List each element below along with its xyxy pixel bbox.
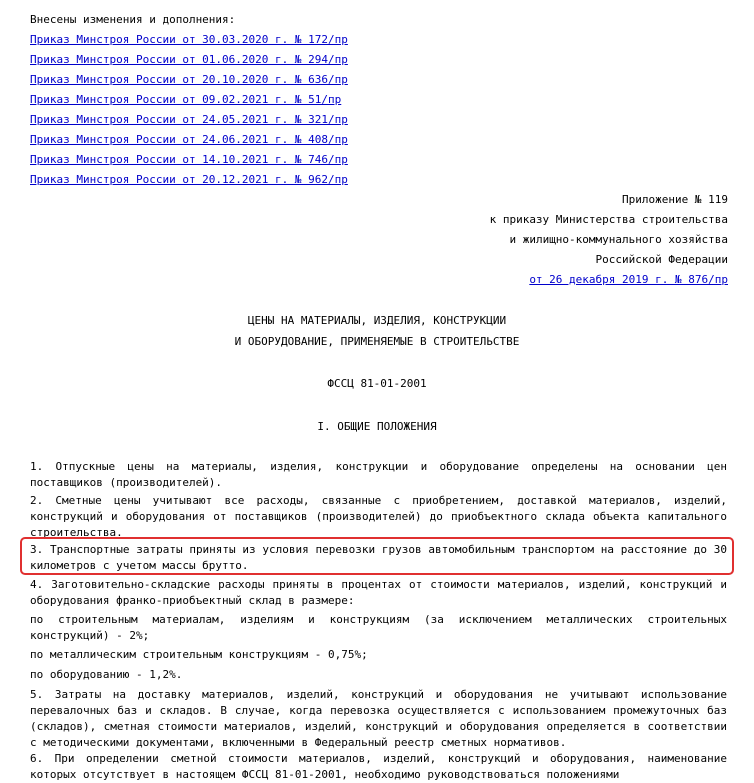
amendment-link[interactable]: Приказ Минстроя России от 20.12.2021 г. № 962/пр bbox=[30, 173, 348, 186]
appendix-block bbox=[490, 192, 728, 292]
amendment-link[interactable]: Приказ Минстроя России от 01.06.2020 г. № 294/пр bbox=[30, 53, 348, 66]
document-title-line-2: И ОБОРУДОВАНИЕ, ПРИМЕНЯЕМЫЕ В СТРОИТЕЛЬСТВЕ bbox=[234, 335, 520, 348]
changes-list bbox=[30, 32, 348, 192]
list-item bbox=[30, 132, 348, 152]
paragraph-1: 1. Отпускные цены на материалы, изделия, конструкции и оборудование определены на основании цен поставщиков (производителей). bbox=[30, 460, 727, 489]
amendment-link[interactable]: Приказ Минстроя России от 30.03.2020 г. № 172/пр bbox=[30, 33, 348, 46]
document-code: ФССЦ 81-01-2001 bbox=[327, 377, 427, 390]
changes-title: Внесены изменения и дополнения: bbox=[30, 13, 236, 26]
paragraph-4c: по оборудованию - 1,2%. bbox=[30, 668, 183, 681]
amendment-link[interactable]: Приказ Минстроя России от 24.05.2021 г. № 321/пр bbox=[30, 113, 348, 126]
paragraph-4: 4. Заготовительно-складские расходы приняты в процентах от стоимости материалов, изделий, конструкций и оборудования франко-приобъектный склад в размере: bbox=[30, 578, 727, 607]
section-heading: I. ОБЩИЕ ПОЛОЖЕНИЯ bbox=[317, 420, 437, 433]
appendix-ministry-line: и жилищно-коммунального хозяйства bbox=[509, 233, 728, 246]
list-item bbox=[30, 112, 348, 132]
list-item bbox=[30, 32, 348, 52]
paragraph-4b: по металлическим строительным конструкциям - 0,75%; bbox=[30, 648, 368, 661]
list-item bbox=[30, 152, 348, 172]
amendment-link[interactable]: Приказ Минстроя России от 24.06.2021 г. № 408/пр bbox=[30, 133, 348, 146]
list-item bbox=[30, 172, 348, 192]
list-item bbox=[30, 52, 348, 72]
paragraph-6: 6. При определении сметной стоимости материалов, изделий, конструкций и оборудования, наименование которых отсутствует в настоящем ФССЦ 81-01-2001, необходимо руководствоваться положениями bbox=[30, 752, 727, 781]
appendix-country-line: Российской Федерации bbox=[595, 253, 728, 266]
amendment-link[interactable]: Приказ Минстроя России от 14.10.2021 г. № 746/пр bbox=[30, 153, 348, 166]
amendment-link[interactable]: Приказ Минстроя России от 09.02.2021 г. № 51/пр bbox=[30, 93, 342, 106]
paragraph-3: 3. Транспортные затраты приняты из условия перевозки грузов автомобильным транспортом на расстояние до 30 километров с учетом массы брутто. bbox=[30, 543, 727, 572]
appendix-order-line: к приказу Министерства строительства bbox=[489, 213, 728, 226]
paragraph-5: 5. Затраты на доставку материалов, изделий, конструкций и оборудования не учитывают использование перевалочных баз и складов. В случае, когда перевозка осуществляется с использованием промежуточных баз (складов), сметная стоимости материалов, изделий, конструкций и оборудования определяется в соответствии с методическими документами, включенными в Федеральный реестр сметных нормативов. bbox=[30, 688, 727, 749]
appendix-number: Приложение № 119 bbox=[622, 193, 728, 206]
list-item bbox=[30, 92, 348, 112]
document-title-line-1: ЦЕНЫ НА МАТЕРИАЛЫ, ИЗДЕЛИЯ, КОНСТРУКЦИИ bbox=[247, 314, 507, 327]
paragraph-2: 2. Сметные цены учитывают все расходы, связанные с приобретением, доставкой материалов, изделий, конструкций и оборудования от поставщиков (производителей) до приобъектного склада объекта капитального строительства. bbox=[30, 494, 727, 539]
order-date-link[interactable]: от 26 декабря 2019 г. № 876/пр bbox=[529, 273, 728, 286]
paragraph-4a: по строительным материалам, изделиям и конструкциям (за исключением металлических строительных конструкций) - 2%; bbox=[30, 613, 727, 642]
list-item bbox=[30, 72, 348, 92]
amendment-link[interactable]: Приказ Минстроя России от 20.10.2020 г. № 636/пр bbox=[30, 73, 348, 86]
